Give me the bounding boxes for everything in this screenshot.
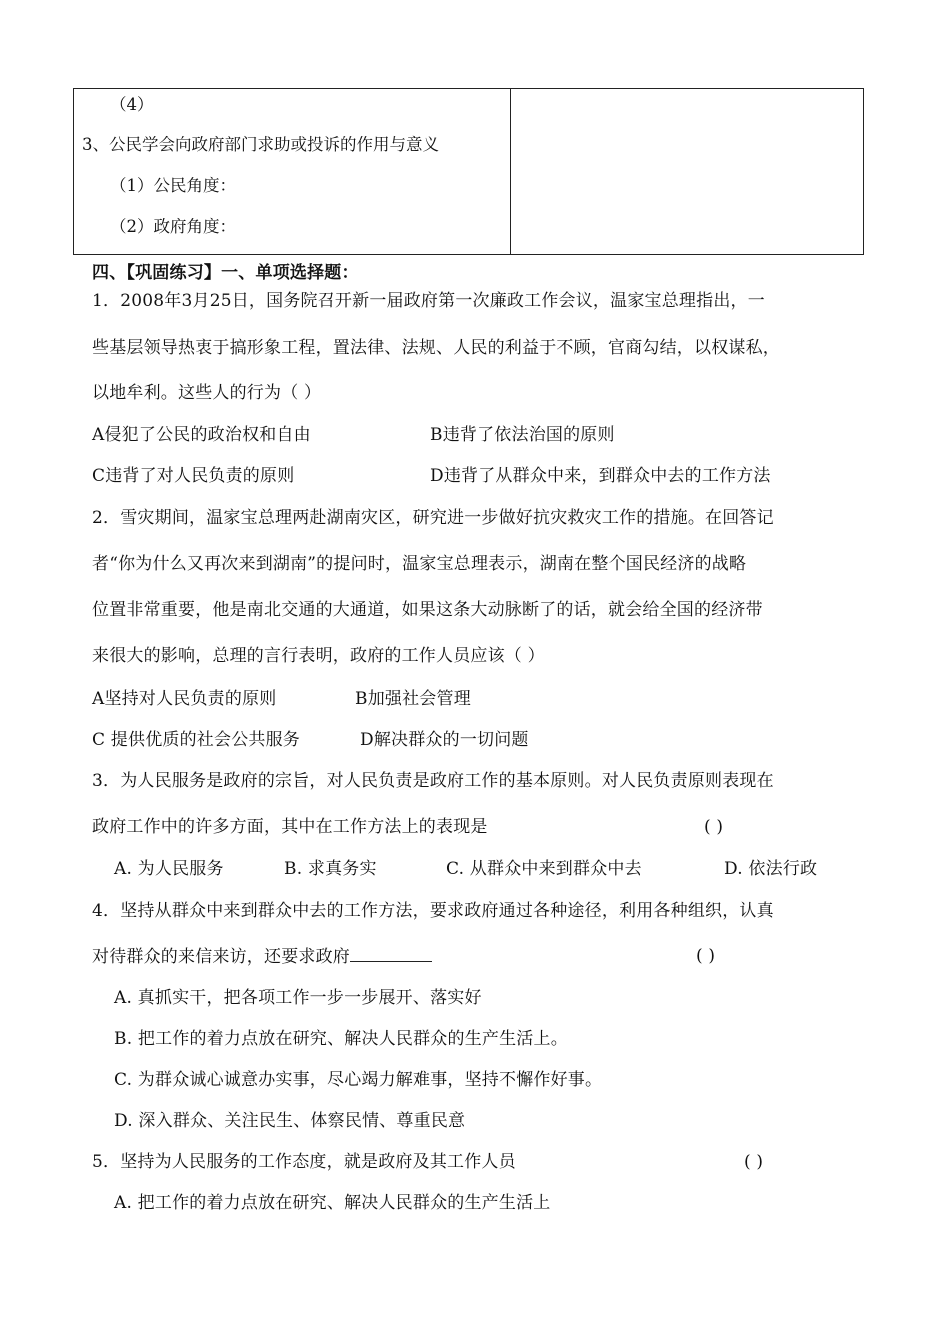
q4-line-1: 4．坚持从群众中来到群众中去的工作方法，要求政府通过各种途径，利用各种组织，认真 [92,901,774,921]
table-divider [510,89,511,254]
q5-option-a: A. 把工作的着力点放在研究、解决人民群众的生产生活上 [114,1193,551,1213]
section-heading: 四、【巩固练习】一、单项选择题： [92,263,359,283]
table-sub-1: （1）公民角度： [110,176,236,195]
q4-answer-paren: ( ) [696,946,716,966]
q1-option-d: D违背了从群众中来，到群众中去的工作方法 [430,466,771,486]
q2-line-1: 2．雪灾期间，温家宝总理两赴湖南灾区，研究进一步做好抗灾救灾工作的措施。在回答记 [92,508,774,528]
q5-answer-paren: ( ) [744,1152,764,1172]
q1-line-2: 些基层领导热衷于搞形象工程，置法律、法规、人民的利益于不顾，官商勾结，以权谋私， [92,338,780,358]
q3-option-a: A. 为人民服务 [114,859,224,879]
q1-option-b: B违背了依法治国的原则 [430,425,615,445]
q3-option-b: B. 求真务实 [284,859,377,879]
q2-option-d: D解决群众的一切问题 [360,730,529,750]
q2-line-2: 者“你为什么又再次来到湖南”的提问时，温家宝总理表示，湖南在整个国民经济的战略 [92,554,747,574]
q3-answer-paren: ( ) [704,817,724,837]
q4-line-2-text: 对待群众的来信来访，还要求政府 [92,947,350,967]
q3-line-2: 政府工作中的许多方面，其中在工作方法上的表现是 [92,817,488,837]
q2-option-b: B加强社会管理 [355,689,471,709]
q2-option-a: A坚持对人民负责的原则 [92,689,277,709]
table-sub-2: （2）政府角度： [110,217,236,236]
table-item-4: （4） [110,95,154,114]
q4-option-d: D. 深入群众、关注民生、体察民情、尊重民意 [114,1111,466,1131]
q1-line-1: 1．2008年3月25日，国务院召开新一届政府第一次廉政工作会议，温家宝总理指出，一 [92,291,765,311]
q2-option-c: C 提供优质的社会公共服务 [92,730,301,750]
q1-option-a: A侵犯了公民的政治权和自由 [92,425,311,445]
q3-line-1: 3．为人民服务是政府的宗旨，对人民负责是政府工作的基本原则。对人民负责原则表现在 [92,771,774,791]
q4-option-a: A. 真抓实干，把各项工作一步一步展开、落实好 [114,988,482,1008]
q1-line-3: 以地牟利。这些人的行为（ ） [92,383,322,403]
q1-option-c: C违背了对人民负责的原则 [92,466,295,486]
q4-answer-blank [350,945,432,962]
q3-option-c: C. 从群众中来到群众中去 [446,859,642,879]
q3-option-d: D. 依法行政 [724,859,818,879]
q4-line-2 [92,945,432,968]
table-item-3: 3、公民学会向政府部门求助或投诉的作用与意义 [82,135,439,154]
q5-line-1: 5．坚持为人民服务的工作态度，就是政府及其工作人员 [92,1152,516,1172]
q2-line-4: 来很大的影响，总理的言行表明，政府的工作人员应该（ ） [92,646,545,666]
q4-option-b: B. 把工作的着力点放在研究、解决人民群众的生产生活上。 [114,1029,568,1049]
q4-option-c: C. 为群众诚心诚意办实事，尽心竭力解难事，坚持不懈作好事。 [114,1070,603,1090]
q2-line-3: 位置非常重要，他是南北交通的大通道，如果这条大动脉断了的话，就会给全国的经济带 [92,600,763,620]
notes-table [73,88,864,255]
